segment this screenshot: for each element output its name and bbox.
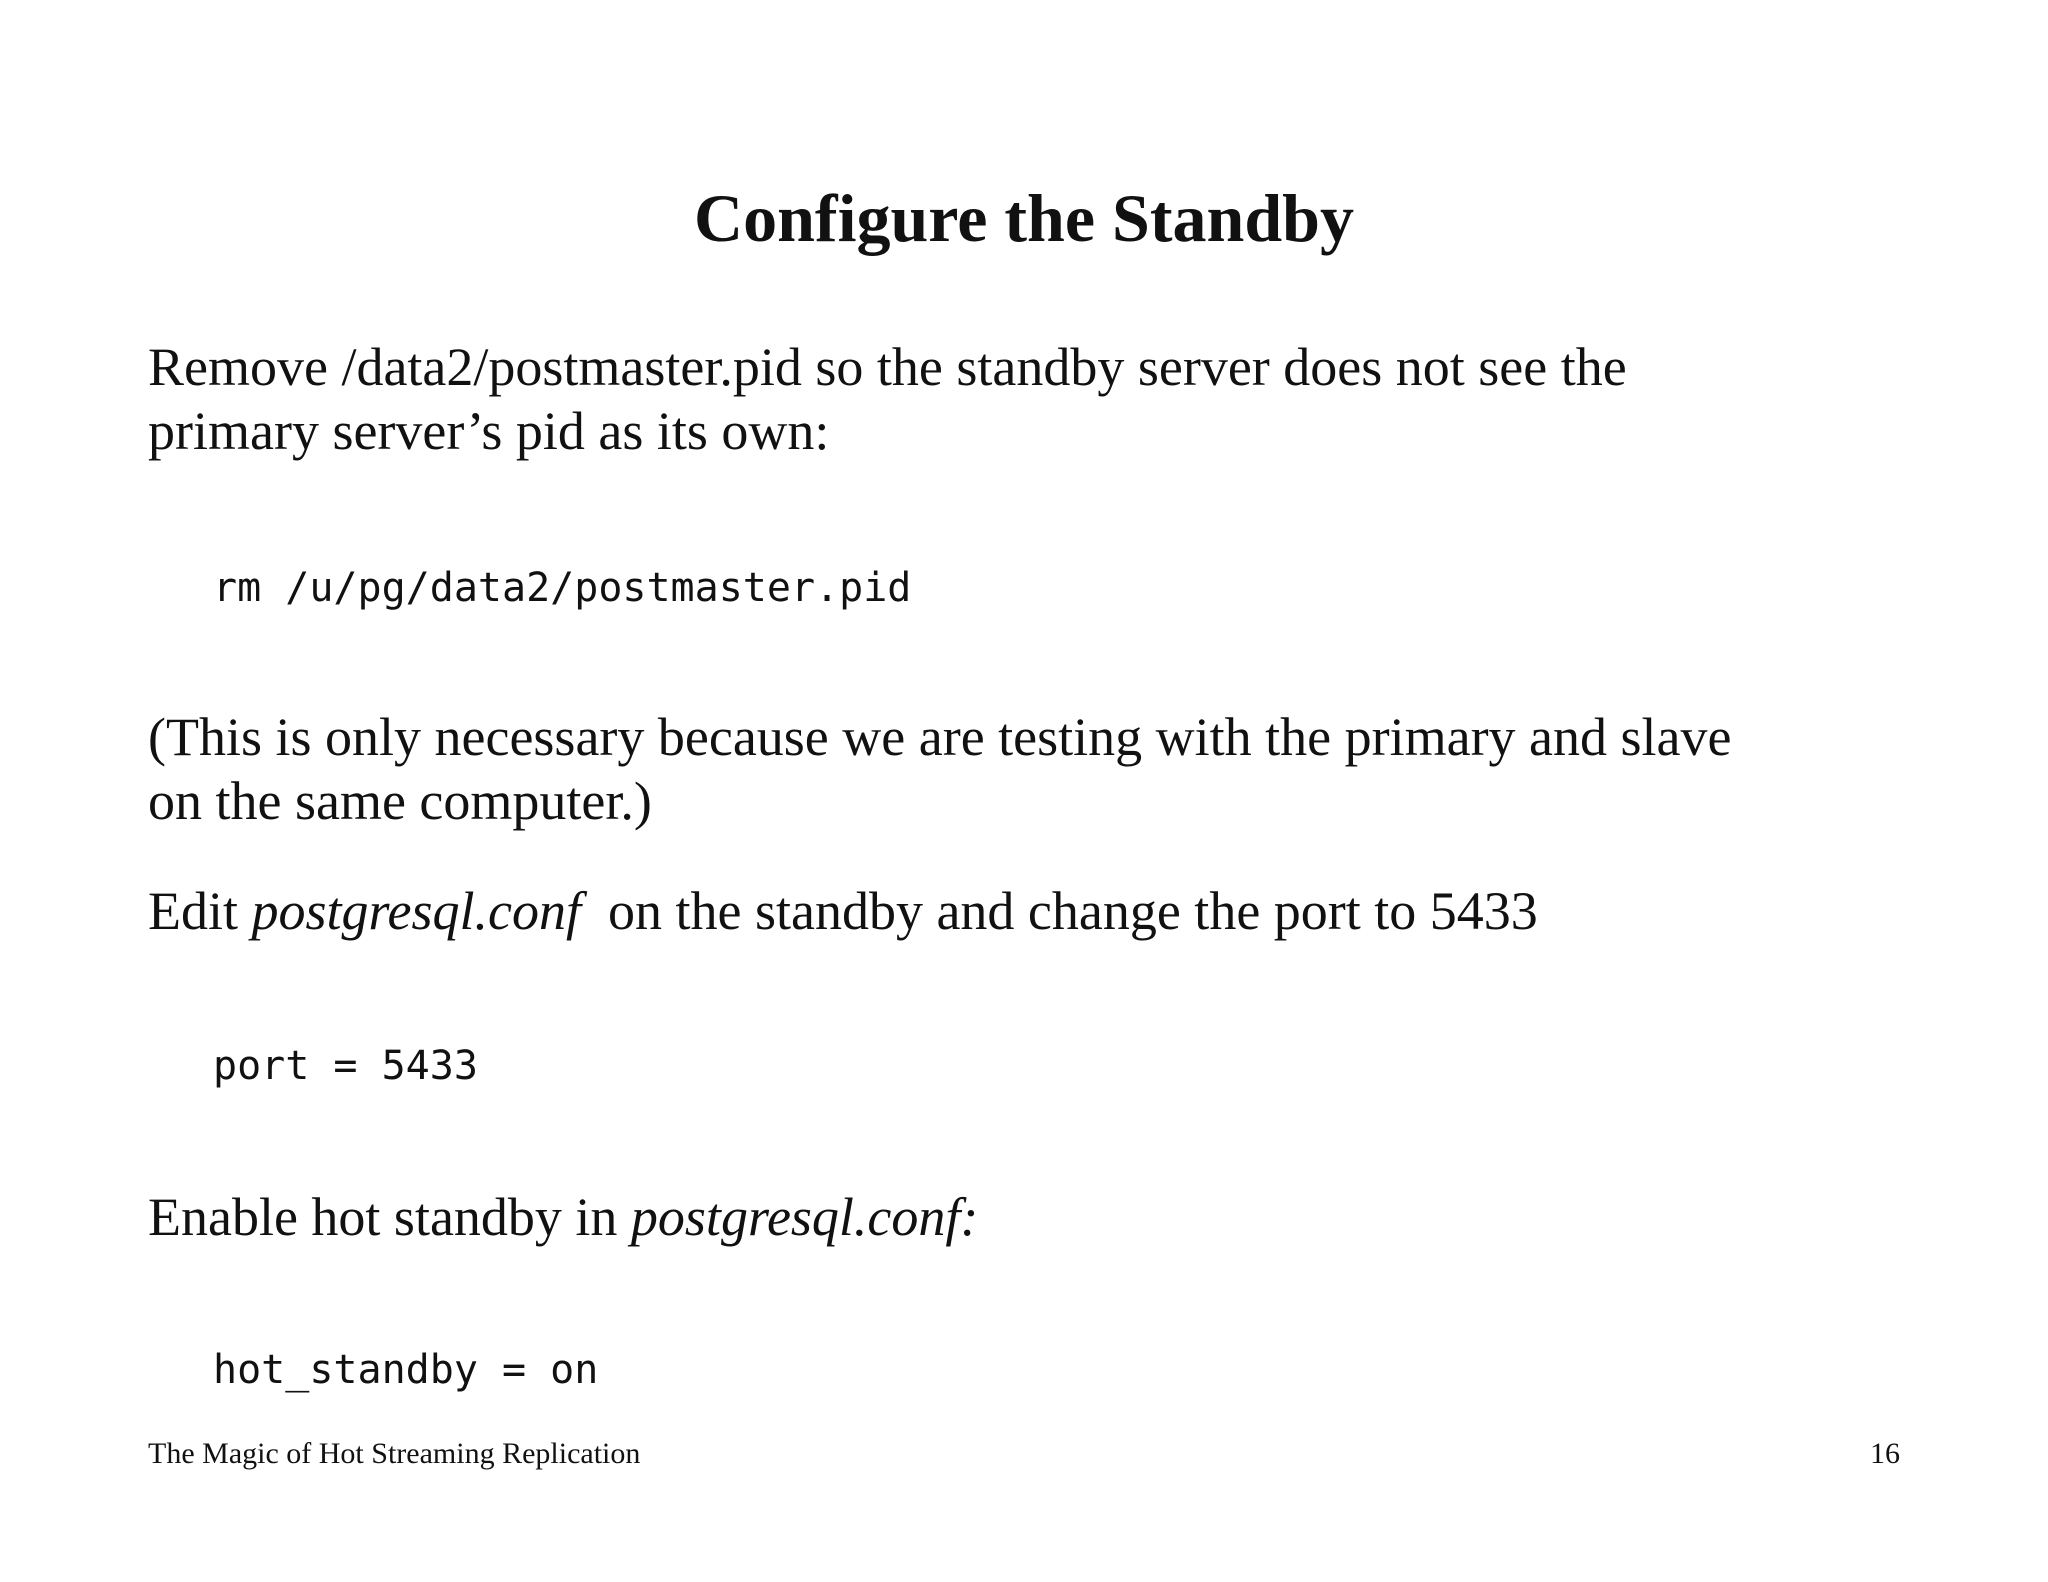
- code-hot-standby: hot_standby = on: [213, 1347, 599, 1393]
- step1-text-line2: primary server’s pid as its own:: [148, 401, 830, 461]
- note-line2: on the same computer.): [148, 771, 652, 831]
- step1-text-line1: Remove /data2/postmaster.pid so the standby server does not see the: [148, 337, 1627, 397]
- slide-title: Configure the Standby: [694, 180, 1354, 256]
- code-port: port = 5433: [213, 1043, 478, 1089]
- footer-page-number: 16: [1870, 1437, 1900, 1470]
- step3-prefix: Enable hot standby in: [148, 1187, 631, 1247]
- step2-suffix: on the standby and change the port to 5433: [580, 881, 1538, 941]
- step2-text: [148, 880, 1938, 942]
- step2-prefix: Edit: [148, 881, 252, 941]
- note-line1: (This is only necessary because we are testing with the primary and slave: [148, 707, 1732, 767]
- step3-text: [148, 1186, 1938, 1248]
- code-remove-pid: rm /u/pg/data2/postmaster.pid: [213, 565, 912, 611]
- step3-filename: postgresql.conf:: [630, 1187, 979, 1247]
- footer-presentation-title: The Magic of Hot Streaming Replication: [148, 1437, 641, 1470]
- step2-filename: postgresql.conf: [251, 881, 581, 941]
